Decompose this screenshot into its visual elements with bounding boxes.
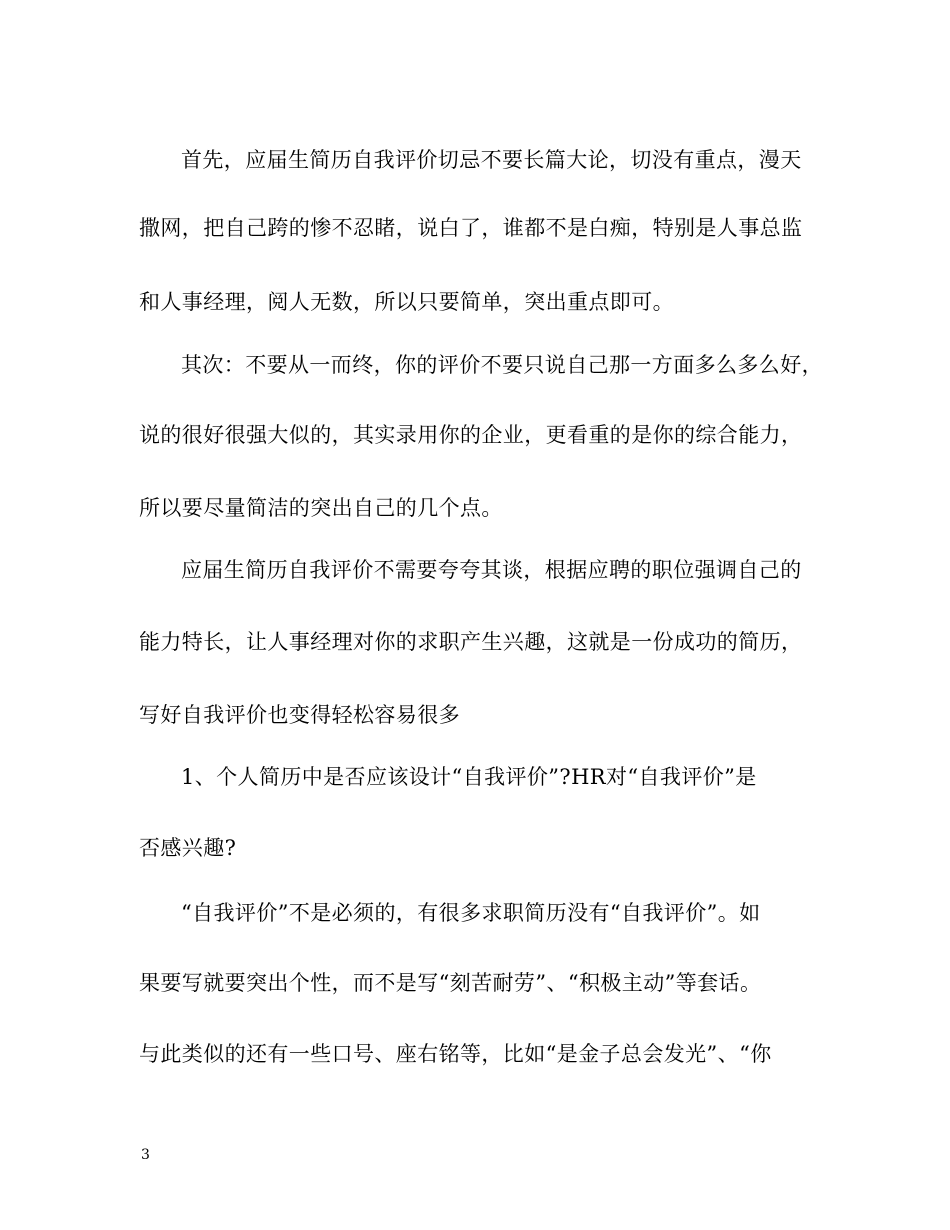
paragraph-line: 其次：不要从一而终，你的评价不要只说自己那一方面多么多么好，: [181, 353, 823, 377]
paragraph-line: 撒网，把自己跨的惨不忍睹，说白了，谁都不是白痴，特别是人事总监: [139, 216, 803, 240]
paragraph-line: 与此类似的还有一些口号、座右铭等，比如“是金子总会发光”、“你: [139, 1042, 772, 1066]
paragraph-line: 写好自我评价也变得轻松容易很多: [139, 703, 460, 727]
paragraph-line: 首先，应届生简历自我评价切忌不要长篇大论，切没有重点，漫天: [181, 148, 802, 172]
paragraph-line: 应届生简历自我评价不需要夸夸其谈，根据应聘的职位强调自己的: [181, 558, 802, 582]
paragraph-line: 和人事经理，阅人无数，所以只要简单，突出重点即可。: [139, 290, 674, 314]
paragraph-line: 说的很好很强大似的，其实录用你的企业，更看重的是你的综合能力，: [139, 423, 803, 447]
page-number: 3: [141, 1147, 150, 1163]
paragraph-line: 否感兴趣?: [139, 836, 237, 860]
paragraph-line: 果要写就要突出个性，而不是写“刻苦耐劳”、“积极主动”等套话。: [139, 971, 762, 995]
paragraph-line: 能力特长，让人事经理对你的求职产生兴趣，这就是一份成功的简历，: [139, 630, 803, 654]
paragraph-line: “自我评价”不是必须的，有很多求职简历没有“自我评价”。如: [181, 901, 761, 925]
paragraph-line: 1、个人简历中是否应该设计“自我评价”?HR对“自我评价”是: [181, 765, 757, 789]
paragraph-line: 所以要尽量简洁的突出自己的几个点。: [139, 496, 503, 520]
